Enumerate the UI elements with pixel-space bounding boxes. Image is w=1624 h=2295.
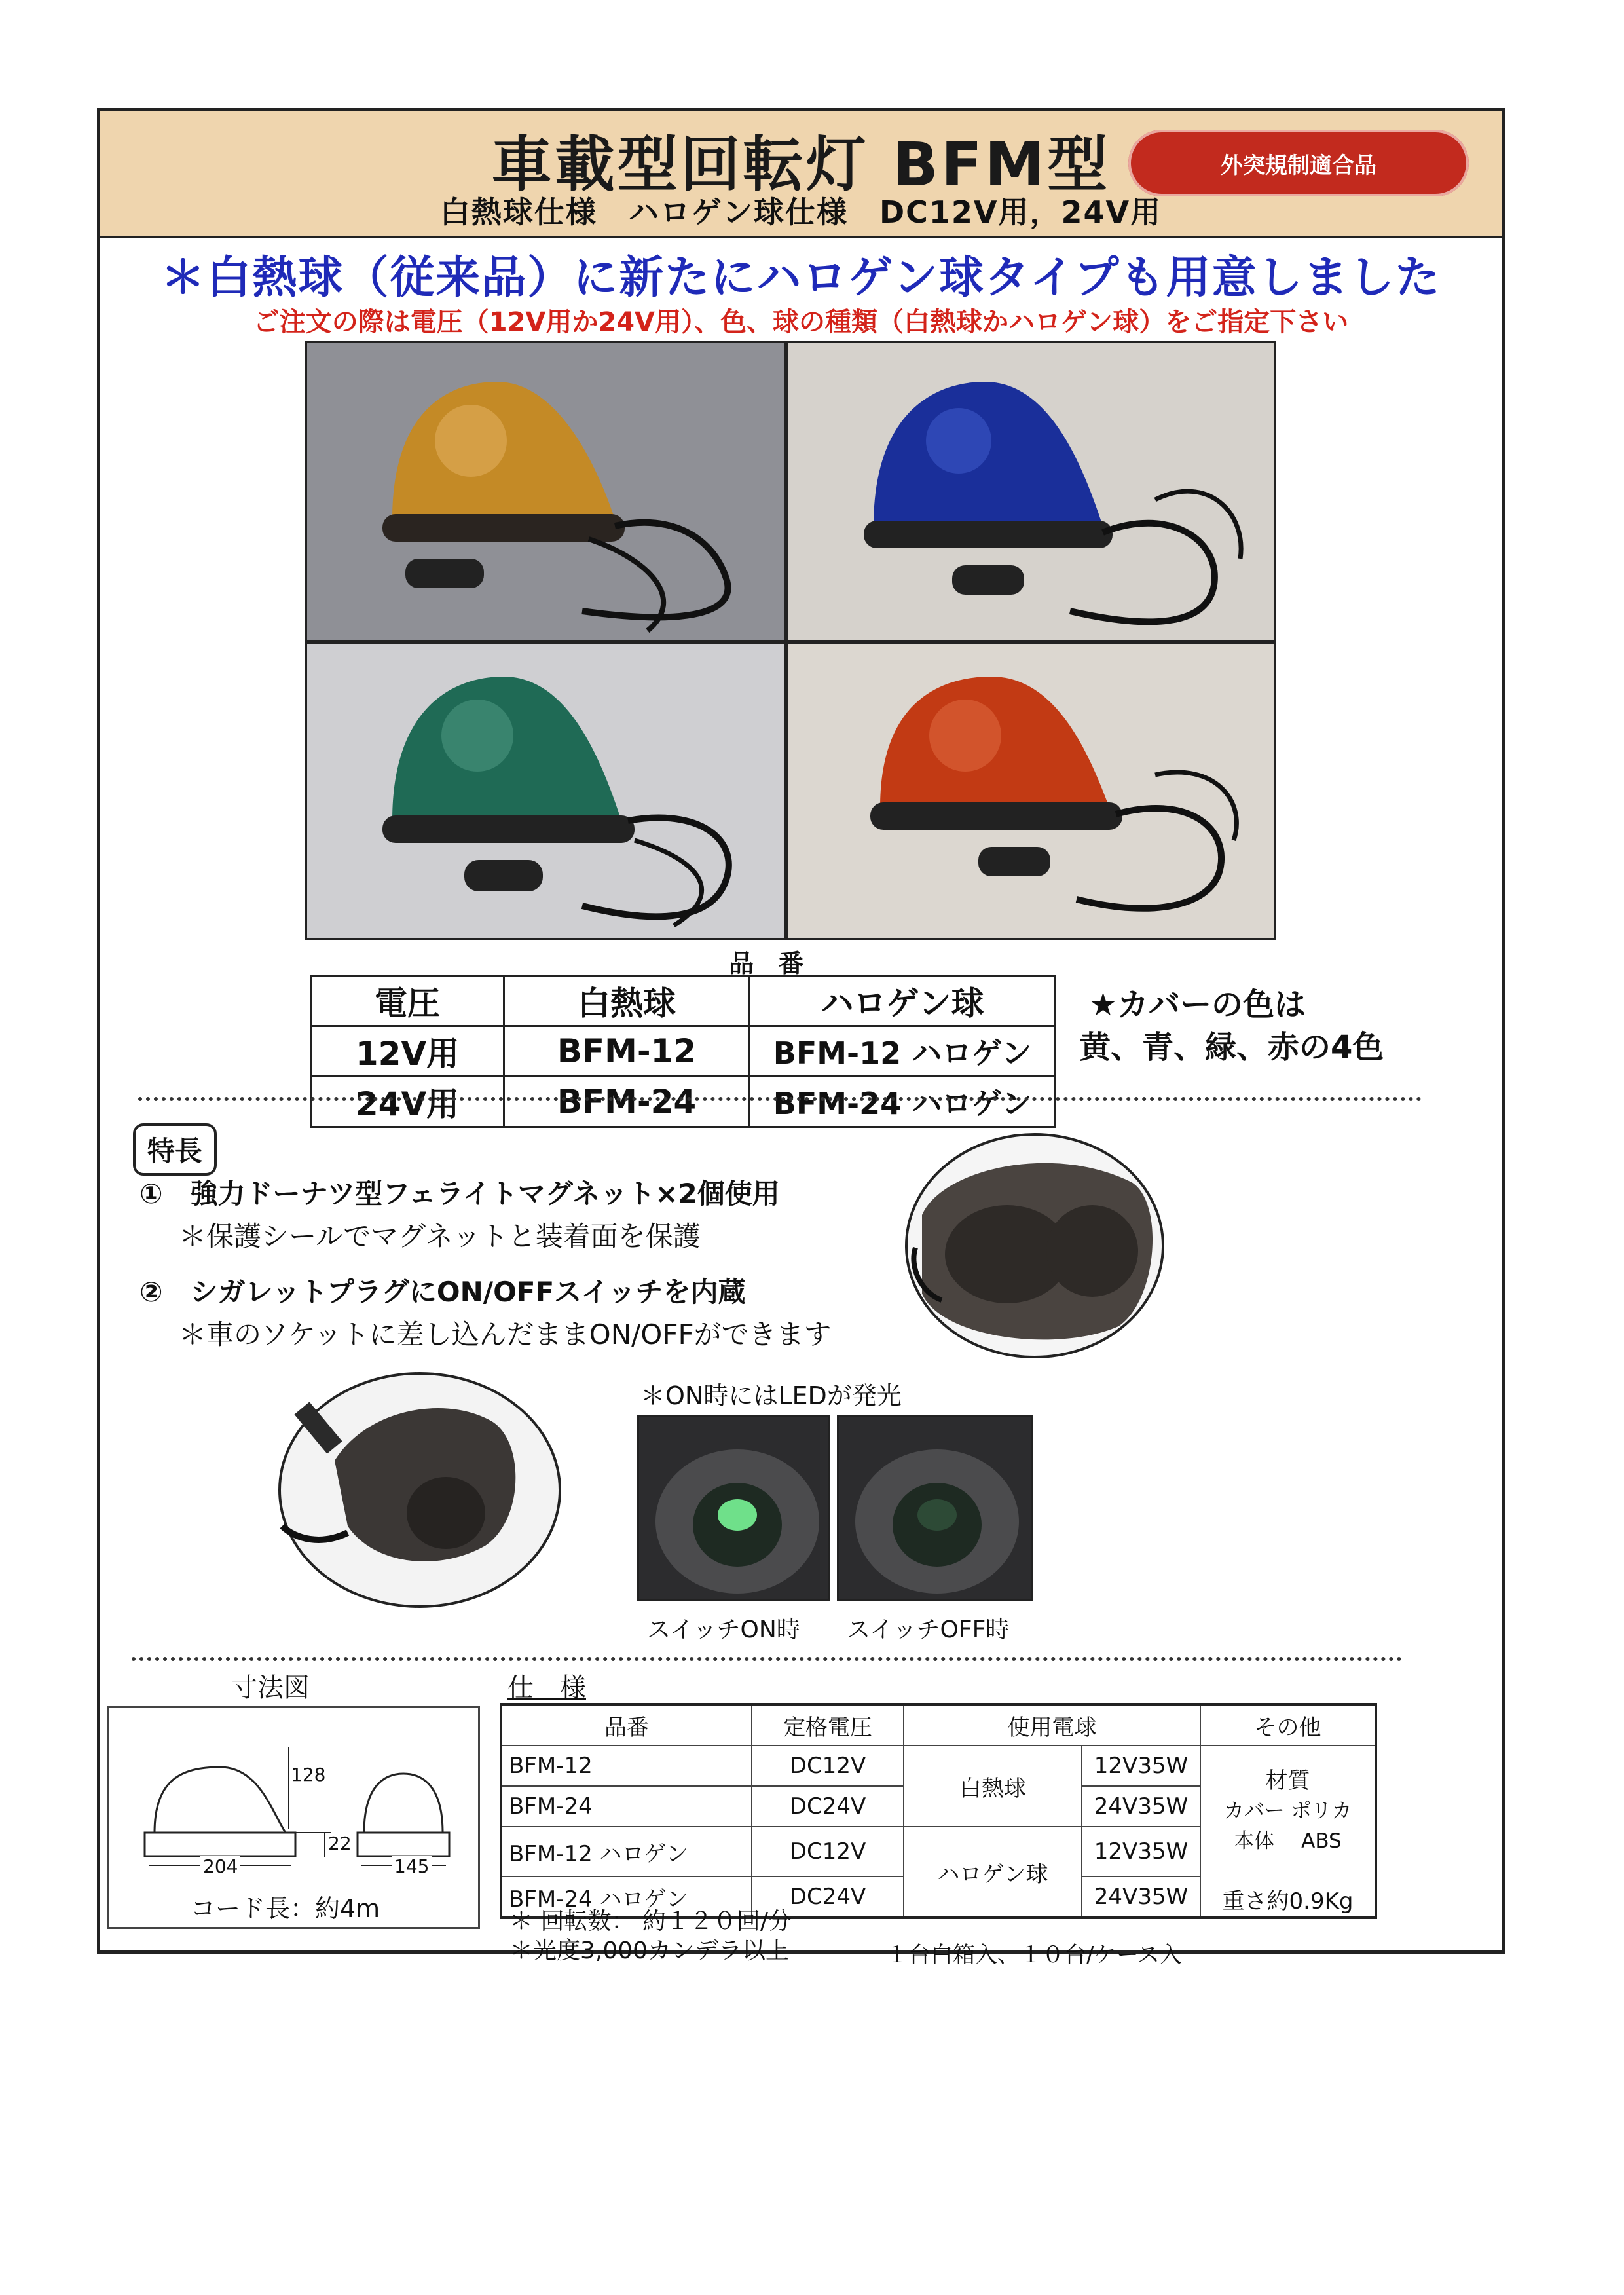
switch-on-icon	[639, 1417, 830, 1601]
spec-sheet	[97, 108, 1505, 1968]
switch-off-caption: スイッチOFF時	[847, 1616, 1010, 1643]
green-beacon-icon	[307, 644, 786, 940]
spec-bulb: 24V35W	[1082, 1876, 1200, 1918]
spec-title: 仕 様	[507, 1673, 586, 1703]
table-cell: BFM-24	[504, 1077, 750, 1127]
spec-material: 材質	[1265, 1768, 1310, 1794]
table-row	[311, 1077, 1056, 1127]
photo-blue	[786, 341, 1276, 642]
cord-length: コード長：約4m	[191, 1894, 380, 1923]
spec-model: BFM-24 ハロゲン	[501, 1876, 752, 1918]
spec-model: BFM-12 ハロゲン	[501, 1827, 752, 1876]
page-title: 車載型回転灯 BFM型	[491, 130, 1111, 200]
feature-1-note: ＊保護シールでマグネットと装着面を保護	[179, 1220, 701, 1252]
lead-headline: ＊白熱球（従来品）に新たにハロゲン球タイプも用意しました	[160, 252, 1441, 304]
spec-weight: 重さ約0.9Kg	[1222, 1888, 1354, 1914]
spec-bulb: 12V35W	[1082, 1827, 1200, 1876]
photo-yellow	[305, 341, 786, 642]
feature-2-title: ② シガレットプラグにON/OFFスイッチを内蔵	[139, 1276, 746, 1308]
dim-height-2: 22	[328, 1833, 352, 1854]
divider	[138, 1097, 1422, 1101]
spec-other	[1200, 1745, 1376, 1918]
header-band	[100, 111, 1502, 238]
blue-beacon-icon	[788, 343, 1276, 642]
page-subtitle: 白熱球仕様 ハロゲン球仕様 DC12V用，24V用	[439, 195, 1162, 230]
spec-bulb-type: ハロゲン球	[904, 1827, 1082, 1918]
photo-red	[786, 642, 1276, 940]
table-header-voltage: 電圧	[311, 976, 504, 1026]
spec-bulb: 24V35W	[1082, 1786, 1200, 1827]
table-row	[501, 1704, 1376, 1745]
yellow-beacon-icon	[307, 343, 786, 642]
table-header-halogen: ハロゲン球	[750, 976, 1056, 1026]
table-cell: 12V用	[311, 1026, 504, 1077]
dim-width-2: 145	[392, 1856, 432, 1877]
photo-green	[305, 642, 786, 940]
switch-on-caption: スイッチON時	[647, 1616, 800, 1643]
table-header-incandescent: 白熱球	[504, 976, 750, 1026]
spec-table	[500, 1703, 1377, 1919]
spec-packing: １台白箱入、１０台/ケース入	[886, 1942, 1182, 1968]
table-cell: BFM-24 ハロゲン	[750, 1077, 1056, 1127]
spec-note-rotation: ＊ 回転数： 約１２０回/分	[509, 1908, 792, 1935]
compliance-badge: 外突規制適合品	[1128, 130, 1469, 196]
model-table	[310, 975, 1056, 1128]
red-beacon-icon	[788, 644, 1276, 940]
dim-height-1: 128	[291, 1764, 326, 1785]
spec-bulb: 12V35W	[1082, 1745, 1200, 1786]
model-table-caption: 品 番	[729, 949, 804, 978]
switch-off-photo	[837, 1415, 1033, 1601]
cover-note-line1: ★カバーの色は	[1089, 986, 1306, 1023]
spec-voltage: DC12V	[752, 1745, 904, 1786]
table-row	[501, 1745, 1376, 1786]
spec-voltage: DC12V	[752, 1827, 904, 1876]
spec-voltage: DC24V	[752, 1876, 904, 1918]
spec-voltage: DC24V	[752, 1786, 904, 1827]
dimension-diagram	[107, 1706, 480, 1929]
table-cell: BFM-12	[504, 1026, 750, 1077]
spec-model: BFM-12	[501, 1745, 752, 1786]
features-tag: 特長	[133, 1123, 217, 1176]
switch-off-icon	[839, 1417, 1033, 1601]
order-note: ご注文の際は電圧（12V用か24V用）、色、球の種類（白熱球かハロゲン球）をご指定下さい	[253, 307, 1349, 337]
magnet-base-photo	[902, 1130, 1168, 1362]
table-row	[311, 976, 1056, 1026]
spec-note-luminosity: ＊光度3,000カンデラ以上	[509, 1937, 790, 1964]
spec-bulb-type: 白熱球	[904, 1745, 1082, 1827]
spec-body: 本体 ABS	[1234, 1829, 1342, 1853]
cigarette-plug-photo	[276, 1369, 564, 1611]
feature-2-note: ＊車のソケットに差し込んだままON/OFFができます	[179, 1318, 832, 1351]
dimension-title: 寸法図	[231, 1673, 310, 1703]
cover-note-line2: 黄、青、緑、赤の4色	[1079, 1029, 1384, 1066]
dim-width-1: 204	[200, 1856, 240, 1877]
table-cell: BFM-12 ハロゲン	[750, 1026, 1056, 1077]
switch-on-photo	[637, 1415, 830, 1601]
feature-1-title: ① 強力ドーナツ型フェライトマグネット×2個使用	[139, 1178, 780, 1210]
spec-header-other: その他	[1200, 1704, 1376, 1745]
spec-header-model: 品番	[501, 1704, 752, 1745]
led-note: ＊ON時にはLEDが発光	[640, 1381, 902, 1410]
spec-cover: カバー ポリカ	[1223, 1799, 1352, 1823]
spec-header-bulb: 使用電球	[904, 1704, 1200, 1745]
spec-header-voltage: 定格電圧	[752, 1704, 904, 1745]
table-cell: 24V用	[311, 1077, 504, 1127]
divider	[132, 1657, 1402, 1661]
table-row	[311, 1026, 1056, 1077]
spec-model: BFM-24	[501, 1786, 752, 1827]
